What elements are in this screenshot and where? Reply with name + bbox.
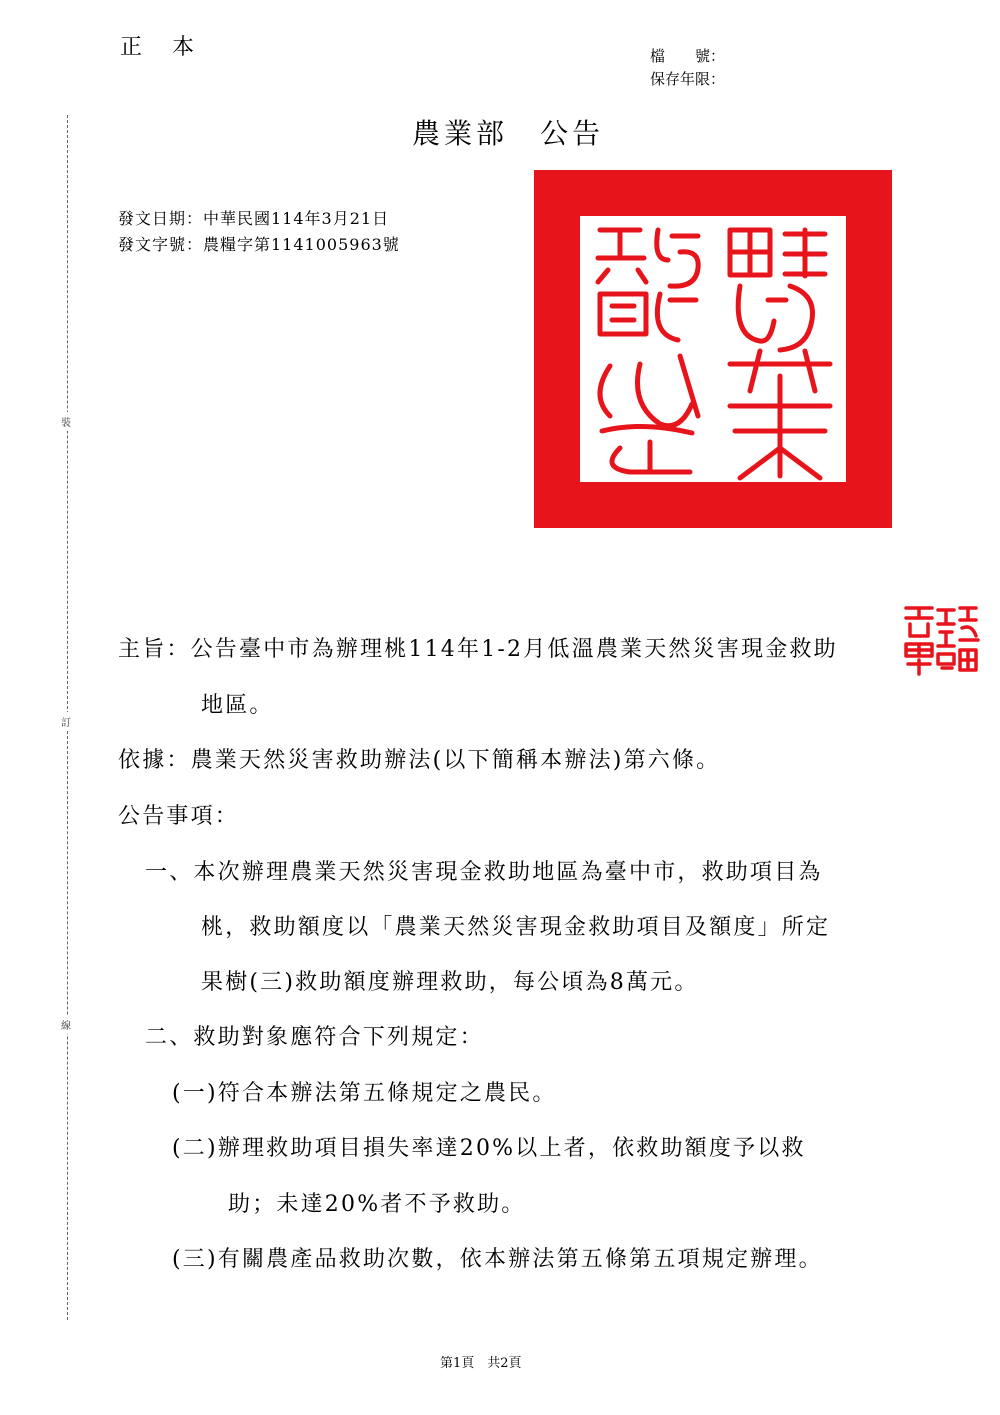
issue-date: 發文日期：中華民國114年3月21日	[118, 209, 390, 228]
binding-mark-bind: 裝	[61, 412, 71, 431]
small-seal-glyphs	[902, 604, 980, 676]
file-number-label: 檔 號：	[650, 47, 726, 65]
item-2-sub-2-line-1: (二)辦理救助項目損失率達20%以上者，依救助額度予以救	[172, 1136, 806, 1161]
item-2-sub-1: (一)符合本辦法第五條規定之農民。	[172, 1081, 557, 1106]
subject-line-2: 地區。	[201, 693, 274, 718]
item-1-line-3: 果樹(三)救助額度辦理救助，每公頃為8萬元。	[201, 970, 699, 995]
item-1-line-1: 一、本次辦理農業天然災害現金救助地區為臺中市，救助項目為	[145, 860, 823, 885]
official-seal	[534, 170, 892, 528]
item-2-sub-2-line-2: 助；未達20%者不予救助。	[228, 1192, 526, 1217]
seal-glyphs	[580, 216, 846, 482]
copy-mark: 正本	[120, 35, 225, 60]
document-title: 農業部 公告	[412, 117, 605, 150]
subject-line-1: 主旨：公告臺中市為辦理桃114年1-2月低溫農業天然災害現金救助	[118, 637, 838, 662]
item-1-line-2: 桃，救助額度以「農業天然災害現金救助項目及額度」所定	[201, 915, 831, 940]
binding-mark-staple: 訂	[61, 712, 71, 731]
item-2-heading: 二、救助對象應符合下列規定：	[145, 1025, 484, 1050]
page-number: 第1頁 共2頁	[440, 1356, 522, 1371]
items-heading: 公告事項：	[118, 804, 240, 829]
retention-period-label: 保存年限：	[650, 70, 726, 88]
document-number: 發文字號：農糧字第1141005963號	[118, 235, 400, 254]
binding-mark-line: 線	[61, 1015, 71, 1034]
basis-line: 依據：農業天然災害救助辦法(以下簡稱本辦法)第六條。	[118, 748, 721, 773]
chief-seal	[902, 604, 980, 676]
item-2-sub-3: (三)有關農產品救助次數，依本辦法第五條第五項規定辦理。	[172, 1247, 823, 1272]
